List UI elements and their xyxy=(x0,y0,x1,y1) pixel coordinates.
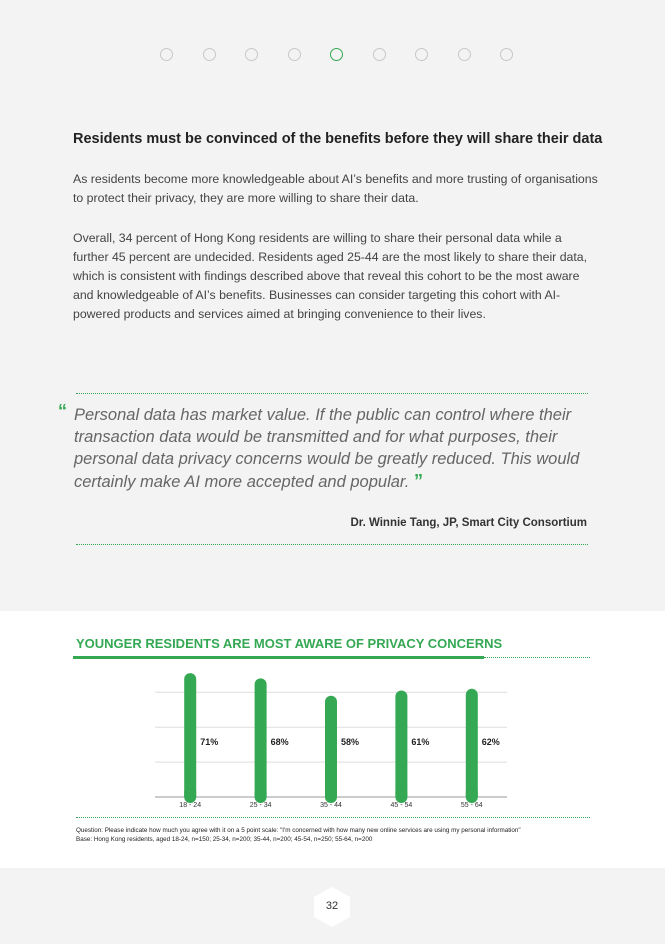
data-label: 58% xyxy=(341,737,360,747)
close-quote-mark: ” xyxy=(413,471,423,491)
page-dot-8[interactable] xyxy=(458,48,471,61)
page-navigation-dots xyxy=(160,48,513,61)
page-number: 32 xyxy=(325,900,339,912)
bar-35-44 xyxy=(325,696,337,803)
bar-base xyxy=(255,791,267,797)
x-tick-label: 45 - 54 xyxy=(390,802,413,809)
bar-18-24 xyxy=(184,673,196,803)
page-dot-2[interactable] xyxy=(203,48,216,61)
footnote-base: Base: Hong Kong residents, aged 18-24, n=150; 25-34, n=200; 35-44, n=200; 45-54, n=250; 55-64, n=200 xyxy=(76,836,373,843)
bar-chart xyxy=(0,611,665,811)
quote-divider-bottom xyxy=(76,544,588,545)
bar-base xyxy=(466,791,478,797)
bar-base xyxy=(184,791,196,797)
data-label: 62% xyxy=(481,737,500,747)
x-tick-label: 25 - 34 xyxy=(249,802,272,809)
x-tick-label: 35 - 44 xyxy=(320,802,342,809)
quote-divider-top xyxy=(76,393,588,394)
page-dot-9[interactable] xyxy=(500,48,513,61)
pull-quote xyxy=(74,404,594,493)
intro-paragraph: As residents become more knowledgeable about AI’s benefits and more trusting of organisations to protect their privacy, they are more willing to share their data. xyxy=(73,172,598,205)
data-label: 68% xyxy=(270,737,289,747)
chart-footnote xyxy=(76,826,521,844)
footnote-divider xyxy=(76,817,590,818)
data-label: 71% xyxy=(200,737,219,747)
page-dot-3[interactable] xyxy=(245,48,258,61)
quote-text: Personal data has market value. If the public can control where their transaction data would be transmitted and for what purposes, their personal data privacy concerns would be greatly reduced. This would certainly make AI more accepted and popular. xyxy=(74,406,580,491)
bar-base xyxy=(395,791,407,797)
footnote-question: Question: Please indicate how much you agree with it on a 5 point scale: "I'm concerned with how many new online services are using my personal information" xyxy=(76,827,521,834)
bar-55-64 xyxy=(466,689,478,803)
section-heading: Residents must be convinced of the benefits before they will share their data xyxy=(73,131,603,147)
page-dot-5[interactable] xyxy=(330,48,343,61)
bar-base xyxy=(325,791,337,797)
chart-title: YOUNGER RESIDENTS ARE MOST AWARE OF PRIVACY CONCERNS xyxy=(76,636,503,651)
body-paragraph: Overall, 34 percent of Hong Kong residents are willing to share their personal data while a further 45 percent are undecided. Residents aged 25-44 are the most likely to share their data, which is consistent with findings described above that reveal this cohort to be the most aware and knowledgeable of AI’s benefits. Businesses can consider targeting this cohort with AI-powered products and services aimed at bringing convenience to their lives. xyxy=(73,231,588,321)
x-tick-label: 55 - 64 xyxy=(460,802,483,809)
page-dot-4[interactable] xyxy=(288,48,301,61)
data-label: 61% xyxy=(411,737,430,747)
x-tick-label: 18 - 24 xyxy=(179,802,202,809)
page-dot-1[interactable] xyxy=(160,48,173,61)
bar-25-34 xyxy=(255,678,267,803)
page-dot-7[interactable] xyxy=(415,48,428,61)
open-quote-mark: “ xyxy=(58,401,67,421)
page-dot-6[interactable] xyxy=(373,48,386,61)
bar-45-54 xyxy=(395,691,407,803)
quote-attribution: Dr. Winnie Tang, JP, Smart City Consortium xyxy=(350,517,587,529)
